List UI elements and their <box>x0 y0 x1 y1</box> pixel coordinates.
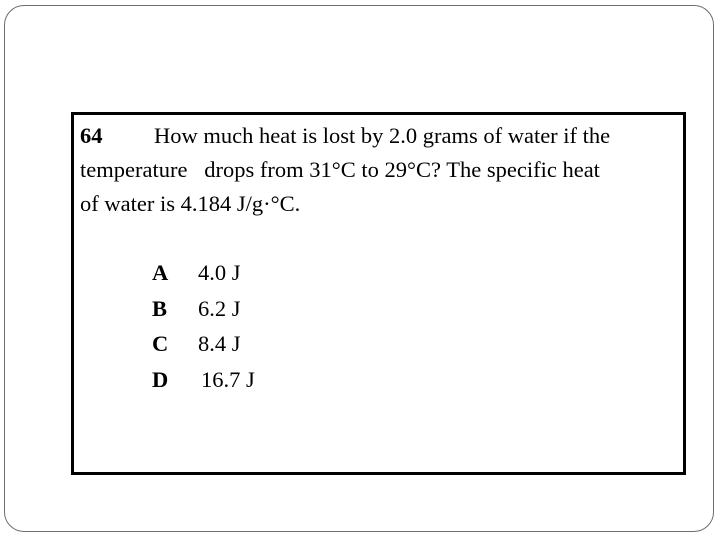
option-letter: C <box>152 331 169 356</box>
question-text <box>80 119 680 221</box>
question-number: 64 <box>80 123 103 148</box>
option-letter: A <box>152 260 169 285</box>
option-value: 4.0 J <box>198 260 241 285</box>
option-letter: D <box>152 366 169 392</box>
option-value: 6.2 J <box>198 295 241 321</box>
question-line-1: How much heat is lost by 2.0 grams of water if the <box>154 123 611 148</box>
option-d[interactable] <box>152 362 255 398</box>
option-c[interactable] <box>152 326 255 362</box>
option-value: 16.7 J <box>201 366 255 392</box>
answer-options <box>152 255 255 397</box>
question-line-3: of water is 4.184 J/g·°C. <box>80 191 301 216</box>
option-b[interactable] <box>152 291 255 327</box>
option-a[interactable] <box>152 255 255 291</box>
option-letter: B <box>152 295 168 321</box>
question-box <box>71 112 686 475</box>
question-line-2: temperature drops from 31°C to 29°C? The specific heat <box>80 157 600 182</box>
option-value: 8.4 J <box>198 331 241 356</box>
